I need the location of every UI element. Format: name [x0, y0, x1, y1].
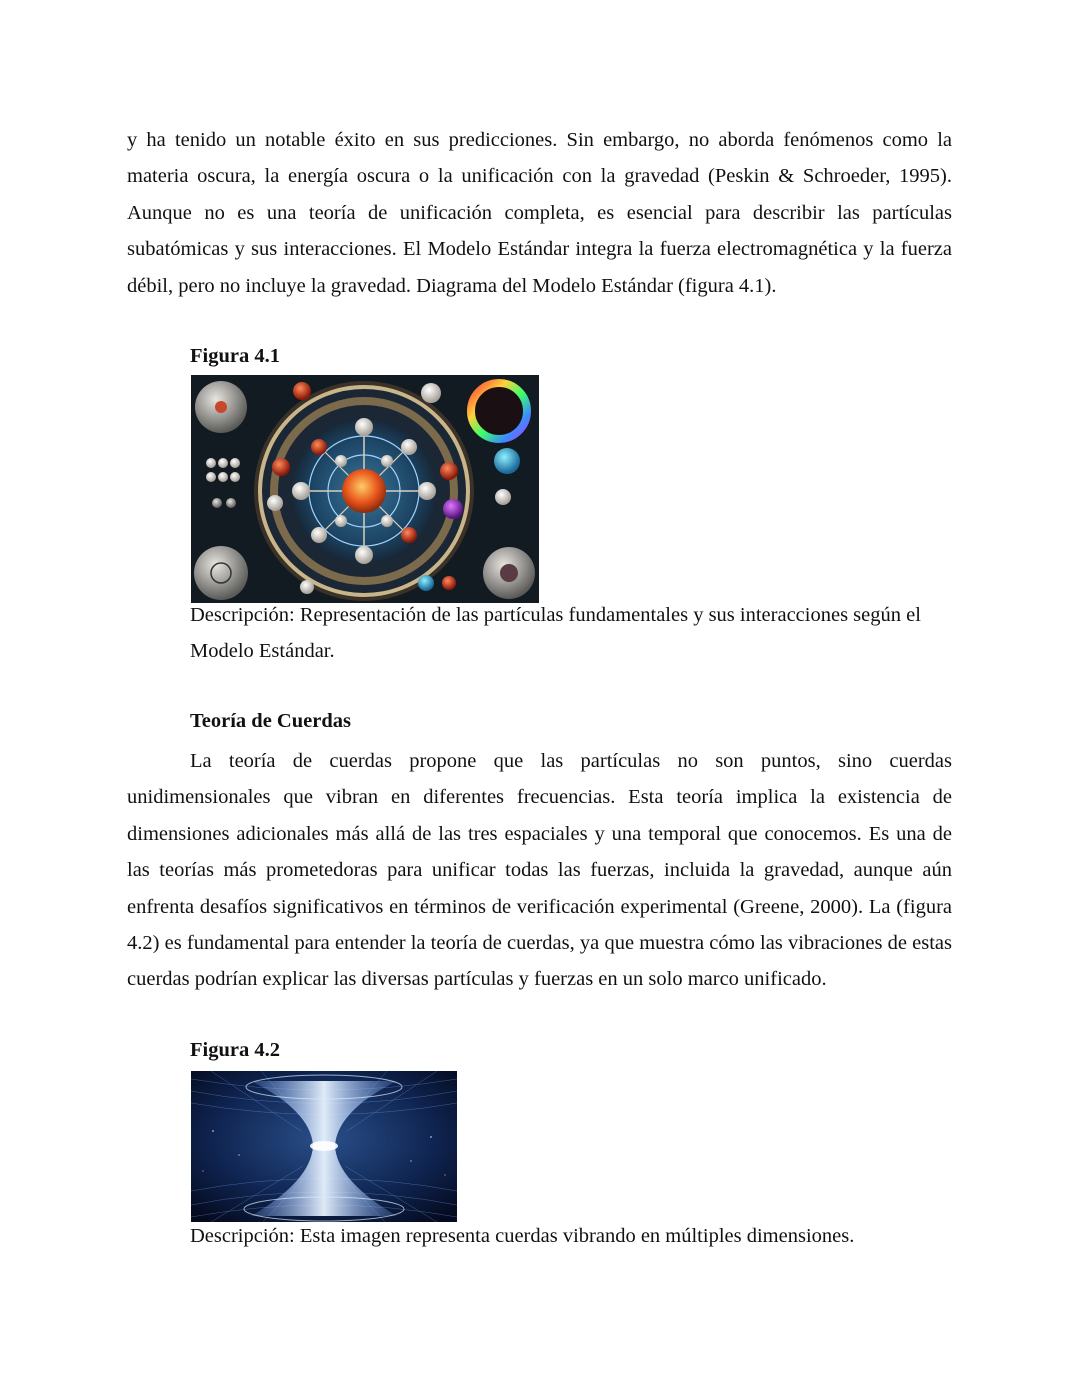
section-title: Teoría de Cuerdas [190, 710, 351, 732]
figure-4-1-label: Figura 4.1 [190, 345, 280, 367]
figure-4-2-caption: Descripción: Esta imagen representa cuerdas vibrando en múltiples dimensiones. [190, 1225, 855, 1247]
figure-4-1-image [191, 375, 539, 603]
figure-4-1-caption: Descripción: Representación de las partículas fundamentales y sus interacciones según el Modelo Estándar. [190, 604, 921, 663]
body-paragraph-1: y ha tenido un notable éxito en sus predicciones. Sin embargo, no aborda fenómenos como la materia oscura, la energía oscura o la unificación con la gravedad (Peskin & Schroeder, 1995). Aunque no es una teoría de unificación completa, es esencial para describir las partículas subatómicas y sus interacciones. El Modelo Estándar integra la fuerza electromagnética y la fuerza débil, pero no incluye la gravedad. Diagrama del Modelo Estándar (figura 4.1). [127, 129, 952, 297]
figure-4-2-label: Figura 4.2 [190, 1039, 280, 1061]
body-paragraph-2: La teoría de cuerdas propone que las partículas no son puntos, sino cuerdas unidimensionales que vibran en diferentes frecuencias. Esta teoría implica la existencia de dimensiones adicionales más allá de las tres espaciales y una temporal que conocemos. Es una de las teorías más prometedoras para unificar todas las fuerzas, incluida la gravedad, aunque aún enfrenta desafíos significativos en términos de verificación experimental (Greene, 2000). La (figura 4.2) es fundamental para entender la teoría de cuerdas, ya que muestra cómo las vibraciones de estas cuerdas podrían explicar las diversas partículas y fuerzas en un solo marco unificado. [127, 750, 952, 991]
figure-4-2-image [191, 1071, 457, 1222]
